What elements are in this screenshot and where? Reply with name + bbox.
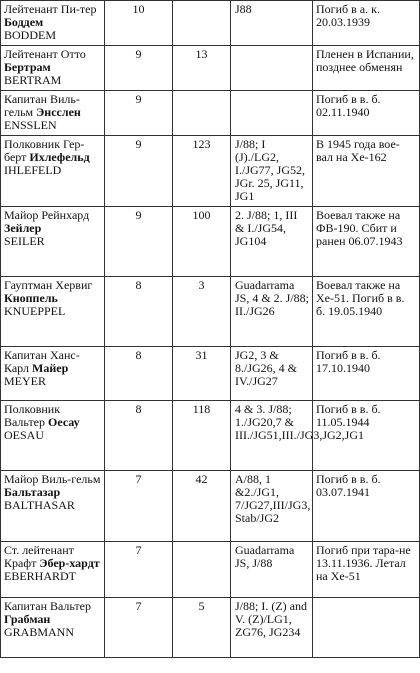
table-row bbox=[1, 277, 420, 347]
pilot-name-cell bbox=[1, 347, 105, 401]
victories-spain-cell: 7 bbox=[105, 471, 173, 542]
units-cell: Guadarrama JS, 4 & 2. J/88; II./JG26 bbox=[231, 277, 313, 347]
victories-spain-cell: 9 bbox=[105, 136, 173, 207]
pilot-name bbox=[4, 403, 101, 429]
victories-spain-cell: 7 bbox=[105, 542, 173, 598]
table-row bbox=[1, 1, 420, 46]
pilot-name bbox=[4, 279, 101, 305]
notes-cell: Воевал также на ФВ-190. Сбит и ранен 06.07.1943 bbox=[313, 207, 420, 277]
pilot-surname: Бертрам bbox=[4, 60, 51, 74]
pilot-name bbox=[4, 138, 101, 164]
table-row bbox=[1, 542, 420, 598]
table-row bbox=[1, 471, 420, 542]
pilot-rank-first-name: Лейтенант Пи-тер bbox=[4, 2, 97, 16]
table-row bbox=[1, 91, 420, 136]
pilot-surname: Грабман bbox=[4, 612, 51, 626]
pilot-surname-latin: SEILER bbox=[4, 234, 45, 248]
pilot-surname: Оесау bbox=[48, 415, 80, 429]
victories-ww2-cell bbox=[173, 91, 231, 136]
victories-spain-cell: 9 bbox=[105, 207, 173, 277]
victories-ww2-cell bbox=[173, 1, 231, 46]
units-cell: J/88; I. (Z) and V. (Z)/LG1, ZG76, JG234 bbox=[231, 598, 313, 658]
pilot-surname: Боддем bbox=[4, 15, 44, 29]
notes-cell: Погиб в в. б. 17.10.1940 bbox=[313, 347, 420, 401]
pilot-name-cell bbox=[1, 136, 105, 207]
pilot-surname-latin: ENSSLEN bbox=[4, 118, 57, 132]
pilot-name bbox=[4, 600, 101, 626]
victories-spain-cell: 7 bbox=[105, 598, 173, 658]
pilot-surname-latin: BODDEM bbox=[4, 28, 57, 42]
victories-ww2-cell: 42 bbox=[173, 471, 231, 542]
victories-ww2-cell: 13 bbox=[173, 46, 231, 91]
pilot-name bbox=[4, 93, 101, 119]
victories-spain-cell: 8 bbox=[105, 401, 173, 471]
pilot-surname-latin: BALTHASAR bbox=[4, 498, 75, 512]
pilot-name bbox=[4, 48, 101, 74]
units-cell bbox=[231, 46, 313, 91]
pilot-name-cell bbox=[1, 207, 105, 277]
notes-cell: Погиб в а. к. 20.03.1939 bbox=[313, 1, 420, 46]
victories-spain-cell: 9 bbox=[105, 91, 173, 136]
victories-spain-cell: 10 bbox=[105, 1, 173, 46]
pilot-rank-first-name: Капитан Ханс-Карл bbox=[4, 348, 80, 375]
notes-cell: Погиб в в. б. 11.05.1944 bbox=[313, 401, 420, 471]
pilot-rank-first-name: Ст. лейтенант Крафт bbox=[4, 543, 74, 570]
pilot-rank-first-name: Полковник Вальтер bbox=[4, 402, 61, 429]
units-cell: J/88; I (J)./LG2, I./JG77, JG52, JGr. 25, JG11, JG1 bbox=[231, 136, 313, 207]
pilot-name bbox=[4, 349, 101, 375]
table-body bbox=[1, 1, 420, 658]
pilot-rank-first-name: Майор Виль-гельм bbox=[4, 472, 101, 486]
pilot-name-cell bbox=[1, 542, 105, 598]
table-row bbox=[1, 598, 420, 658]
pilot-name-cell bbox=[1, 471, 105, 542]
pilot-surname: Кноппель bbox=[4, 291, 58, 305]
units-cell: 2. J/88; 1, III & I./JG54, JG104 bbox=[231, 207, 313, 277]
pilot-name-cell bbox=[1, 277, 105, 347]
pilot-name bbox=[4, 3, 101, 29]
pilot-name-cell bbox=[1, 1, 105, 46]
pilot-surname: Эбер-хардт bbox=[39, 556, 100, 570]
table-row bbox=[1, 207, 420, 277]
victories-ww2-cell: 123 bbox=[173, 136, 231, 207]
pilot-rank-first-name: Капитан Виль-гельм bbox=[4, 92, 80, 119]
pilot-name bbox=[4, 544, 101, 570]
notes-cell: Воевал также на Хе-51. Погиб в в. б. 19.05.1940 bbox=[313, 277, 420, 347]
pilot-rank-first-name: Капитан Вальтер bbox=[4, 599, 92, 613]
pilot-name-cell bbox=[1, 46, 105, 91]
pilot-name bbox=[4, 473, 101, 499]
victories-ww2-cell: 31 bbox=[173, 347, 231, 401]
pilot-surname-latin: IHLEFELD bbox=[4, 163, 62, 177]
pilot-surname-latin: BERTRAM bbox=[4, 73, 62, 87]
units-cell: 4 & 3. J/88; 1./JG20,7 & III./JG51,III./JG3,JG2,JG1 bbox=[231, 401, 313, 471]
notes-cell: Погиб при тара-не 13.11.1936. Летал на Хе-51 bbox=[313, 542, 420, 598]
pilot-rank-first-name: Майор Рейнхард bbox=[4, 208, 90, 222]
pilot-rank-first-name: Лейтенант Отто bbox=[4, 47, 86, 61]
notes-cell: Погиб в в. б. 03.07.1941 bbox=[313, 471, 420, 542]
notes-cell bbox=[313, 598, 420, 658]
victories-spain-cell: 8 bbox=[105, 277, 173, 347]
victories-ww2-cell bbox=[173, 542, 231, 598]
pilot-surname: Бальтазар bbox=[4, 485, 61, 499]
units-cell: A/88, 1 &2./JG1, 7/JG27,III/JG3, Stab/JG2 bbox=[231, 471, 313, 542]
pilot-surname: Ихлефельд bbox=[29, 150, 90, 164]
pilot-name-cell bbox=[1, 598, 105, 658]
pilot-surname-latin: KNUEPPEL bbox=[4, 304, 66, 318]
pilot-surname: Энсслен bbox=[36, 105, 81, 119]
notes-cell: Пленен в Испании, позднее обменян bbox=[313, 46, 420, 91]
victories-spain-cell: 9 bbox=[105, 46, 173, 91]
notes-cell: Погиб в в. б. 02.11.1940 bbox=[313, 91, 420, 136]
pilot-name-cell bbox=[1, 91, 105, 136]
table-row bbox=[1, 136, 420, 207]
units-cell: Guadarrama JS, J/88 bbox=[231, 542, 313, 598]
victories-ww2-cell: 3 bbox=[173, 277, 231, 347]
victories-ww2-cell: 118 bbox=[173, 401, 231, 471]
pilot-surname-latin: EBERHARDT bbox=[4, 569, 76, 583]
pilot-surname: Зейлер bbox=[4, 221, 42, 235]
pilot-name bbox=[4, 209, 101, 235]
table-row bbox=[1, 401, 420, 471]
table-row bbox=[1, 347, 420, 401]
pilot-rank-first-name: Полковник Гер-берт bbox=[4, 137, 85, 164]
pilot-surname-latin: OESAU bbox=[4, 428, 45, 442]
victories-ww2-cell: 5 bbox=[173, 598, 231, 658]
victories-spain-cell: 8 bbox=[105, 347, 173, 401]
victories-ww2-cell: 100 bbox=[173, 207, 231, 277]
pilot-surname-latin: GRABMANN bbox=[4, 625, 75, 639]
pilot-name-cell bbox=[1, 401, 105, 471]
pilot-surname: Майер bbox=[32, 361, 69, 375]
units-cell: JG2, 3 & 8./JG26, 4 & IV./JG27 bbox=[231, 347, 313, 401]
pilot-surname-latin: MEYER bbox=[4, 374, 46, 388]
pilot-rank-first-name: Гауптман Хервиг bbox=[4, 278, 93, 292]
units-cell: J88 bbox=[231, 1, 313, 46]
units-cell bbox=[231, 91, 313, 136]
table-row bbox=[1, 46, 420, 91]
notes-cell: В 1945 года вое-вал на Хе-162 bbox=[313, 136, 420, 207]
